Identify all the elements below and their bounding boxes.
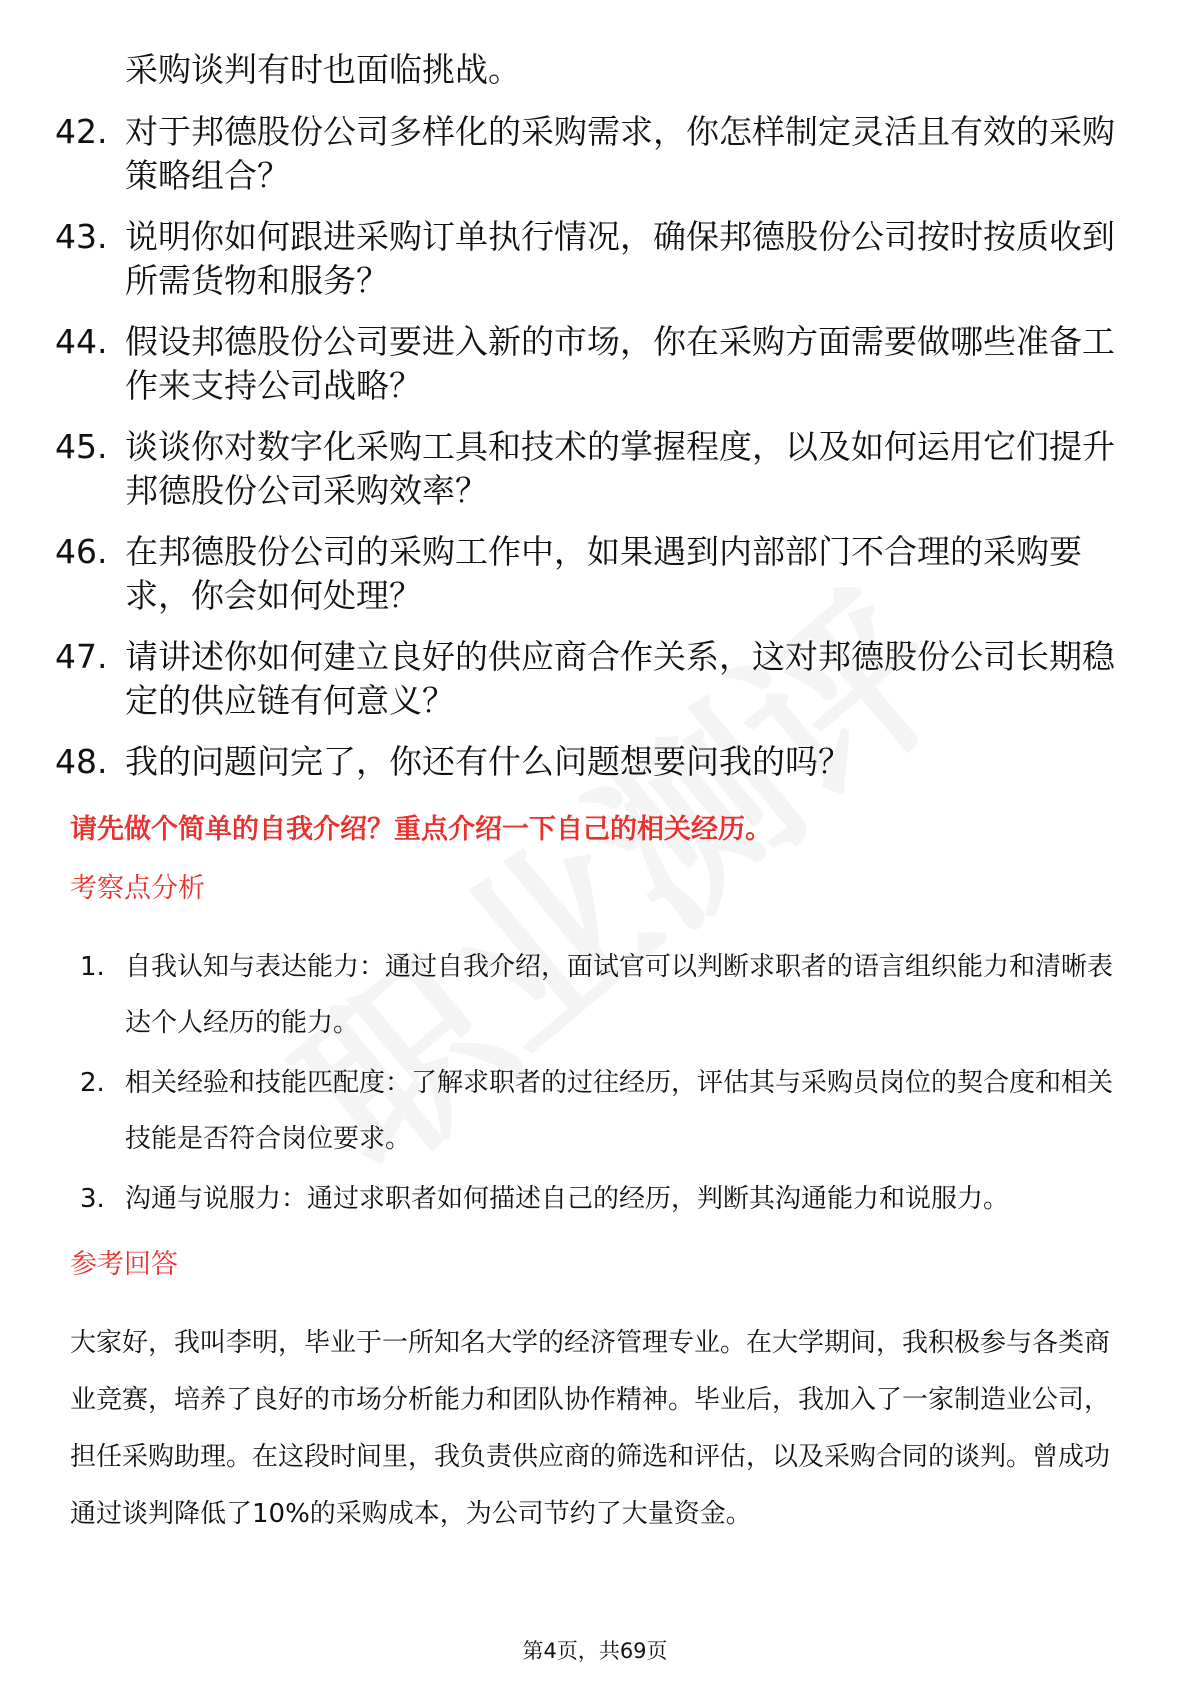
answer-paragraph: 大家好，我叫李明，毕业于一所知名大学的经济管理专业。在大学期间，我积极参与各类商业竞赛，培养了良好的市场分析能力和团队协作精神。毕业后，我加入了一家制造业公司，担任采购助理。在这段时间里，我负责供应商的筛选和评估，以及采购合同的谈判。曾成功通过谈判降低了10%的采购成本，为公司节约了大量资金。: [70, 1328, 1111, 1529]
continuation-text: 采购谈判有时也面临挑战。: [125, 50, 521, 89]
question-text: 在邦德股份公司的采购工作中，如果遇到内部部门不合理的采购要求，你会如何处理？: [125, 532, 1082, 615]
question-text: 我的问题问完了，你还有什么问题想要问我的吗？: [125, 742, 851, 781]
question-item: [55, 215, 1115, 303]
analysis-text: 相关经验和技能匹配度：了解求职者的过往经历，评估其与采购员岗位的契合度和相关技能是否符合岗位要求。: [125, 1068, 1114, 1154]
question-item: [55, 740, 1115, 784]
question-item: [55, 110, 1115, 198]
section-question: 请先做个简单的自我介绍？重点介绍一下自己的相关经历。: [70, 814, 772, 845]
question-text: 谈谈你对数字化采购工具和技术的掌握程度，以及如何运用它们提升邦德股份公司采购效率？: [125, 427, 1115, 510]
question-item: [55, 425, 1115, 513]
question-number: 44.: [55, 322, 108, 361]
analysis-number: 3.: [80, 1184, 105, 1214]
question-text: 请讲述你如何建立良好的供应商合作关系，这对邦德股份公司长期稳定的供应链有何意义？: [125, 637, 1115, 720]
analysis-number: 2.: [80, 1068, 105, 1098]
question-item: [55, 530, 1115, 618]
analysis-text: 沟通与说服力：通过求职者如何描述自己的经历，判断其沟通能力和说服力。: [125, 1184, 1010, 1214]
question-number: 46.: [55, 532, 108, 571]
analysis-item: [80, 939, 1120, 1051]
question-text: 说明你如何跟进采购订单执行情况，确保邦德股份公司按时按质收到所需货物和服务？: [125, 217, 1115, 300]
analysis-text: 自我认知与表达能力：通过自我介绍，面试官可以判断求职者的语言组织能力和清晰表达个人经历的能力。: [125, 952, 1114, 1038]
question-number: 42.: [55, 112, 108, 151]
analysis-number: 1.: [80, 952, 105, 982]
analysis-item: [80, 1171, 1120, 1227]
analysis-item: [80, 1055, 1120, 1167]
question-text: 假设邦德股份公司要进入新的市场，你在采购方面需要做哪些准备工作来支持公司战略？: [125, 322, 1115, 405]
question-number: 43.: [55, 217, 108, 256]
page-footer: 第4页，共69页: [522, 1639, 668, 1663]
question-list: [55, 110, 1115, 801]
analysis-heading: 考察点分析: [70, 873, 205, 904]
question-number: 45.: [55, 427, 108, 466]
question-number: 48.: [55, 742, 108, 781]
analysis-list: [80, 939, 1120, 1231]
question-item: [55, 635, 1115, 723]
answer-heading: 参考回答: [70, 1249, 178, 1280]
question-number: 47.: [55, 637, 108, 676]
question-text: 对于邦德股份公司多样化的采购需求，你怎样制定灵活且有效的采购策略组合？: [125, 112, 1115, 195]
question-item: [55, 320, 1115, 408]
